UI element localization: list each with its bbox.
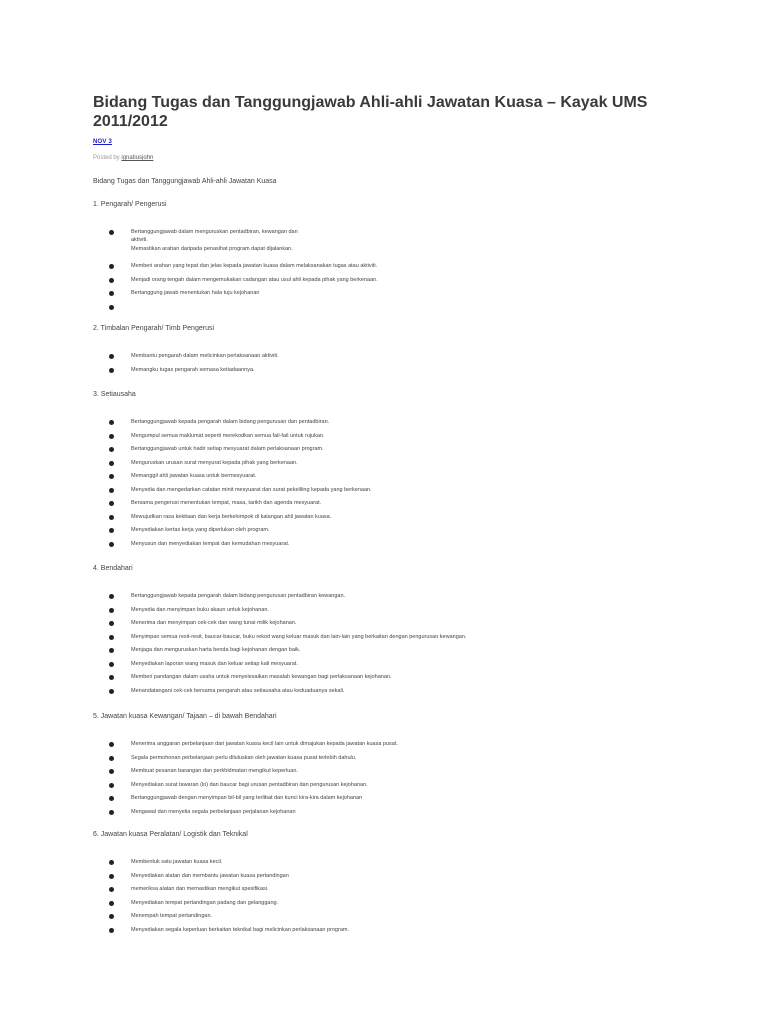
list-item — [93, 687, 653, 704]
list-item — [93, 292, 653, 306]
list-item-text: Menyusun dan menyediakan tempat dan kemudahan mesyuarat. — [131, 540, 290, 547]
section-title: 5. Jawatan kuasa Kewangan/ Tajaan – di bawah Bendahari — [93, 713, 277, 720]
section-list — [93, 861, 653, 942]
bullet-icon — [109, 608, 114, 613]
list-item-text: Memanggil ahli jawatan kuasa untuk bermesyuarat. — [131, 473, 257, 479]
section-list — [93, 743, 653, 824]
bullet-icon — [109, 461, 114, 466]
list-item-text: Segala permohonan perbelanjaan perlu diluluskan oleh jawatan kuasa pusat terlebih dahulu. — [131, 754, 357, 761]
list-item-text: Memastikan arahan daripada penasihat program dapat dijalankan. — [131, 246, 293, 252]
section-list — [93, 421, 653, 556]
bullet-icon — [109, 769, 114, 774]
bullet-icon — [109, 488, 114, 493]
bullet-icon — [109, 621, 114, 626]
list-item-text: Menerima dan menyimpan cek-cek dan wang tunai milik kejohanan. — [131, 620, 297, 626]
section-title: 1. Pengarah/ Pengerusi — [93, 201, 167, 208]
bullet-icon — [109, 501, 114, 506]
list-item-text: Memberi arahan yang tepat dan jelas kepada jawatan kuasa dalam melaksanakan tugas atau aktiviti. — [131, 263, 378, 269]
list-item-text: Membantu pengarah dalam melicinkan perlaksanaan aktiviti. — [131, 353, 279, 359]
bullet-icon — [109, 528, 114, 533]
bullet-icon — [109, 901, 114, 906]
list-item-text: aktiviti. — [131, 237, 148, 243]
bullet-icon — [109, 783, 114, 788]
section-list — [93, 595, 653, 703]
list-item-text: Memangku tugas pengarah semasa ketiadaannya. — [131, 366, 255, 373]
section-title: 2. Timbalan Pengarah/ Timb Pengerusi — [93, 325, 215, 332]
list-item-text: Menyediakan alatan dan membantu jawatan kuasa pertandingan — [131, 872, 289, 879]
bullet-icon — [109, 368, 114, 373]
section-list — [93, 231, 653, 319]
bullet-icon — [109, 662, 114, 667]
list-item-text: Menerima anggaran perbelanjaan dari jawatan kuasa kecil lain untuk dimajukan kepada jawatan kuasa pusat. — [131, 741, 398, 747]
section-list — [93, 355, 653, 382]
bullet-icon — [109, 635, 114, 640]
list-item-text: Menandatangani cek-cek bersama pengarah atau setiausaha atau keduaduanya sekali. — [131, 687, 345, 694]
list-item-text: Menyediakan kertas kerja yang diperlukan oleh program. — [131, 527, 270, 533]
bullet-icon — [109, 354, 114, 359]
list-item-text: Bertanggungjawab kepada pengarah dalam bidang pengurusan dan pentadbiran. — [131, 419, 330, 425]
list-item-text: Memberi pandangan dalam usaha untuk menyelesaikan masalah kewangan bagi perlaksanaan kejohanan. — [131, 674, 392, 680]
list-item-text: Bersama pengerusi menentukan tempat, masa, tarikh dan agenda mesyuarat. — [131, 500, 322, 506]
list-item-text: Menyediakan tempat pertandingan padang dan gelanggang. — [131, 899, 279, 906]
list-item-text: Menyediakan laporan wang masuk dan keluar setiap kali mesyuarat. — [131, 660, 298, 667]
bullet-icon — [109, 264, 114, 269]
list-item-text: Bertanggungjawab dengan menyimpan bil-bil yang terlibat dan kunci kira-kira dalam kejohanan — [131, 795, 363, 801]
list-item — [93, 808, 653, 825]
bullet-icon — [109, 742, 114, 747]
list-item — [93, 540, 653, 557]
section-title: 6. Jawatan kuasa Peralatan/ Logistik dan Teknikal — [93, 831, 248, 838]
bullet-icon — [109, 594, 114, 599]
page-title: Bidang Tugas dan Tanggungjawab Ahli-ahli Jawatan Kuasa – Kayak UMS 2011/2012 — [93, 94, 648, 130]
list-item — [93, 231, 653, 265]
bullet-icon — [109, 291, 114, 296]
list-item-text: Mewujudkan rasa kekitaan dan kerja berkelompok di kalangan ahli jawatan kuasa. — [131, 513, 332, 520]
bullet-icon — [109, 278, 114, 283]
list-item-text: Bertanggungjawab untuk hadir setiap mesyuarat dalam perlaksanaan program. — [131, 446, 324, 452]
bullet-icon — [109, 474, 114, 479]
bullet-icon — [109, 887, 114, 892]
section-title: 3. Setiausaha — [93, 391, 136, 398]
list-item-text: Mengawal dan menyelia segala perbelanjaan perjalanan kejohanan — [131, 808, 296, 815]
list-item-text: Menyediakan segala keperluan berkaitan teknikal bagi melicinkan perlaksanaan program. — [131, 926, 349, 933]
bullet-icon — [109, 675, 114, 680]
list-item-text: Menempah tempat pertandingan. — [131, 913, 213, 919]
bullet-icon — [109, 434, 114, 439]
list-item — [93, 366, 653, 383]
list-item-text: Menguruskan urusan surat menyurat kepada pihak yang berkenaan. — [131, 459, 298, 466]
list-item-text: Membentuk satu jawatan kuasa kecil. — [131, 859, 223, 865]
bullet-icon — [109, 648, 114, 653]
list-item-text: Menyimpan semua resit-resit, baucar-baucar, buku rekod wang keluar masuk dan lain-lain yang berkaitan dengan pengurusan kewangan. — [131, 633, 467, 640]
byline-prefix: Posted by — [93, 155, 120, 161]
bullet-icon — [109, 928, 114, 933]
bullet-icon — [109, 860, 114, 865]
bullet-icon — [109, 914, 114, 919]
bullet-icon — [109, 796, 114, 801]
bullet-icon — [109, 230, 114, 235]
bullet-icon — [109, 689, 114, 694]
list-item-text: Menjadi orang tengah dalam mengemukakan cadangan atau usul ahli kepada pihak yang berkenaan. — [131, 276, 378, 283]
list-item-text: Menyediakan surat tawaran (lo) dan baucar bagi urusan pentadbiran dan pengurusan kejohanan. — [131, 781, 368, 788]
bullet-icon — [109, 305, 114, 310]
list-item-text: Bertanggungjawab kepada pengarah dalam bidang pengurusan pentadbiran kewangan. — [131, 593, 346, 599]
bullet-icon — [109, 810, 114, 815]
bullet-icon — [109, 542, 114, 547]
bullet-icon — [109, 756, 114, 761]
intro-text: Bidang Tugas dan Tanggungjawab Ahli-ahli Jawatan Kuasa — [93, 178, 277, 185]
list-item-text: Menjaga dan menguruskan harta benda bagi kejohanan dengan baik. — [131, 647, 301, 653]
byline — [93, 155, 153, 161]
list-item-text: Mengumpul semua maklumat seperti merekodkan semua fail-fail untuk rujukan. — [131, 432, 325, 439]
bullet-icon — [109, 874, 114, 879]
bullet-icon — [109, 515, 114, 520]
bullet-icon — [109, 447, 114, 452]
list-item-text: Membuat pesanan barangan dan perkhidmatan mengikut keperluan. — [131, 768, 298, 774]
author-link[interactable]: ignatiusjohn — [121, 155, 154, 161]
list-item — [93, 926, 653, 943]
section-title: 4. Bendahari — [93, 565, 133, 572]
list-item-text: Bertanggungjawab dalam menguruskan pentadbiran, kewangan dan — [131, 229, 298, 235]
post-date[interactable]: NOV 3 — [93, 139, 113, 145]
bullet-icon — [109, 420, 114, 425]
list-item — [93, 306, 653, 320]
list-item-text: memeriksa alatan dan memastikan mengikut spesifikasi. — [131, 886, 269, 892]
list-item-text: Menyedia dan menyimpan buku akaun untuk kejohanan. — [131, 606, 269, 613]
list-item-text: Menyedia dan mengedarkan catatan minit mesyuarat dan surat pekeliling kepada yang berkenaan. — [131, 486, 372, 493]
list-item-text: Bertanggung jawab menentukan hala tuju kejohanan — [131, 290, 260, 296]
